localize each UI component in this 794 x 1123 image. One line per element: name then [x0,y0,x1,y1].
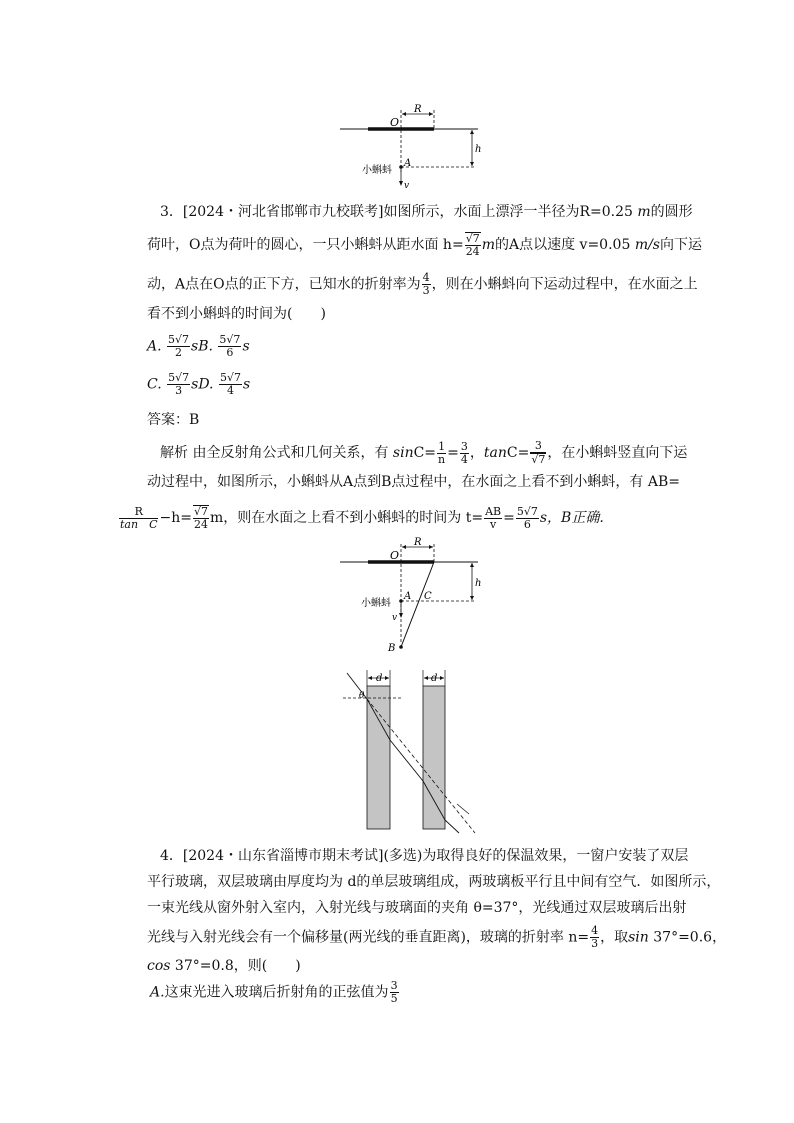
label-C: C [424,591,432,602]
q3-solution-line2: 动过程中，如图所示，小蝌蚪从A点到B点过程中，在水面之上看不到小蝌蚪，有 AB= [147,474,680,490]
ray-to-B [401,562,434,647]
label-B: B [388,643,396,654]
label-v: v [404,181,410,191]
label-O: O [390,549,400,562]
figure-2 [330,532,490,660]
label-h: h [475,144,482,155]
figure-3 [335,668,490,836]
point-A [399,599,403,603]
q4-option-A: A.这束光进入玻璃后折射角的正弦值为 $\frac{3}{5}$ [150,979,398,1005]
q4-stem-line2: 平行玻璃，双层玻璃由厚度均为 d的单层玻璃组成，两玻璃板平行且中间有空气．如图所示， [147,874,721,890]
label-theta: θ [359,691,365,701]
q4-stem-line1: 4．[2024・山东省淄博市期末考试](多选)为取得良好的保温效果，一窗户安装了双层 [160,848,689,864]
glass-pane-1 [367,686,390,829]
q3-solution-line1: 解析 由全反射角公式和几何关系，有 sinC= $\frac{1}{n}$ = $\frac{3}{4}$ ，tanC= $\frac{3}{√7}$ ，在小蝌蚪竖直向下运 [160,439,688,466]
label-d2: d [431,673,438,684]
label-h: h [475,578,482,589]
air-gap-ray [390,740,423,781]
label-d1: d [376,673,383,684]
q3-stem-line2: 荷叶，O点为荷叶的圆心，一只小蝌蚪从距水面 h= $\frac{√7}{24}$ m的A点以速度 v=0.05 m/s向下运 [147,232,702,258]
label-R: R [414,104,422,115]
q4-stem-line3: 一束光线从窗外射入室内，入射光线与玻璃面的夹角 θ=37°，光线通过双层玻璃后出射 [147,900,687,916]
label-A: A [404,591,412,602]
point-B [399,645,403,649]
label-O: O [390,116,400,129]
q4-stem-line5: cos 37°=0.8，则( ) [147,958,301,974]
figure-1 [330,100,490,195]
label-v: v [392,613,398,623]
q3-answer: 答案：B [147,412,200,428]
label-tadpole: 小蝌蚪 [361,598,391,609]
q3-stem-line1: 3．[2024・河北省邯郸市九校联考]如图所示，水面上漂浮一半径为R=0.25 m的圆形 [160,204,693,220]
q4-stem-line4: 光线与入射光线会有一个偏移量(两光线的垂直距离)，玻璃的折射率 n= $\frac{4}{3}$ ，取sin 37°=0.6， [147,924,727,950]
q3-stem-line3: 动，A点在O点的正下方，已知水的折射率为 $\frac{4}{3}$ ，则在小蝌蚪向下运动过程中，在水面之上 [147,271,698,297]
q3-stem-line4: 看不到小蝌蚪的时间为( ) [147,306,326,322]
q3-solution-line3: $\frac{R}{\text{tan C}}$ −h= $\frac{√7}{24}$ m，则在水面之上看不到小蝌蚪的时间为 t= $\frac{AB}{v}$ = $\frac{5√7}{6}$ s，B正确. [120,504,604,531]
q3-options-AB: A. $\frac{5√7}{2}$ sB. $\frac{5√7}{6}$ s [147,333,250,359]
label-tadpole: 小蝌蚪 [362,165,392,176]
label-A: A [404,158,412,169]
exit-ray [445,820,459,833]
glass-pane-2 [423,686,445,829]
label-R: R [414,537,422,548]
q3-options-CD: C. $\frac{5√7}{3}$ sD. $\frac{5√7}{4}$ s [147,371,251,397]
